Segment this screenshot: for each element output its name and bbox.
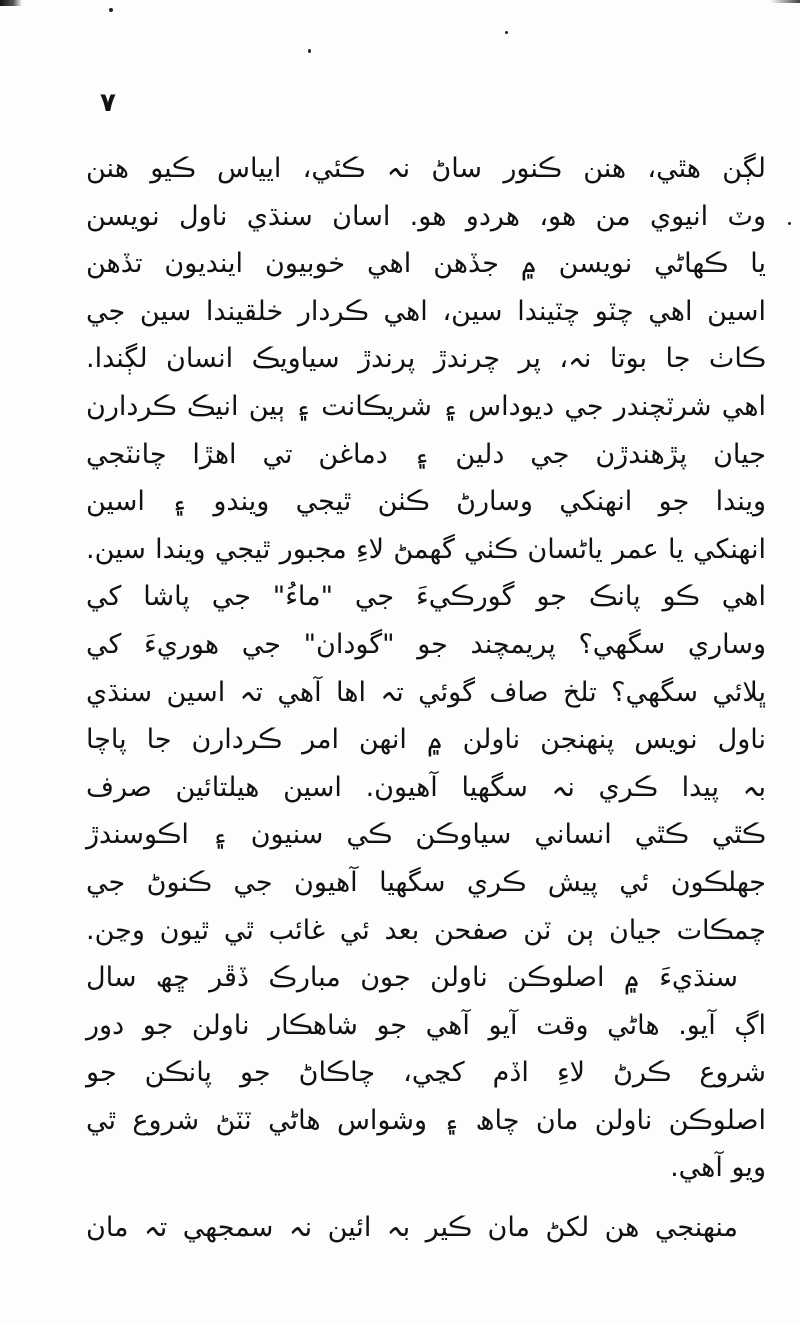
text-line: چمڪات جيان ٻن ٽن صفحن بعد ئي غائب ٿي ٿيون وڃن. xyxy=(86,914,766,946)
text-line: اڳ آيو. ھاڻي وقت آيو آھي جو شاھڪار ناولن جو دور xyxy=(86,1009,766,1041)
paragraph-start-line: سنڌيءَ ۾ اصلوڪن ناولن جون مبارڪ ڏڦر ڇھ سال xyxy=(86,962,738,994)
scan-speck xyxy=(788,222,791,225)
text-line: جيان پڙھندڙن جي دلين ۽ دماغن تي اھڙا چانٽجي xyxy=(86,438,766,470)
paragraph-end-line: ويو آھي. xyxy=(670,1152,766,1184)
text-line: اھي ڪو پانڪ جو گورڪيءَ جي "ماءُ" جي پاشا کي xyxy=(86,581,766,613)
body-text xyxy=(86,145,766,1252)
scan-shadow-top-left xyxy=(0,0,22,6)
text-line: اصلوڪن ناولن مان چاھ ۽ وشواس ھاڻي ٽٽڻ شروع ٿي xyxy=(86,1104,766,1136)
text-line: وٽ انيوي من ھو، ھردو ھو. اسان سنڌي ناول نويسن xyxy=(86,200,766,232)
text-line: ڪاٺ جا بوتا نہ، پر چرندڙ پرندڙ سياويڪ انسان لڳندا. xyxy=(86,343,766,375)
scan-speck xyxy=(109,8,113,12)
text-line: ڪٿي ڪٿي انساني سياوڪن ڪي سنيون ۽ اڪوسندڙ xyxy=(86,819,766,851)
text-line: يا ڪھاڻي نويسن ۾ جڏھن اھي خوبيون اينديون تڏھن xyxy=(86,248,766,280)
text-line: شروع ڪرڻ لاءِ اڏم کڃي، چاڪاڻ جو پانڪن جو xyxy=(86,1057,766,1089)
scan-speck xyxy=(505,31,508,34)
text-line: ڀلائي سگھي؟ تلخ صاف گوئي تہ اھا آھي تہ اسين سنڌي xyxy=(86,676,766,708)
text-line: جھلڪون ئي پيش ڪري سگھيا آھيون جي ڪنوڻ جي xyxy=(86,866,766,898)
text-line: وساري سگھي؟ پريمچند جو "گودان" جي ھوريءَ کي xyxy=(86,628,766,660)
scan-speck xyxy=(308,49,311,53)
text-line: انھنکي يا عمر ياڻسان ڪٺي گھمڻ لاءِ مجبور ٿيجي ويندا سين. xyxy=(86,533,766,565)
paragraph-start-line: منھنجي ھن لکڻ مان ڪير بہ ائين نہ سمجھي تہ مان xyxy=(86,1212,738,1244)
text-line: اسين اھي چٽو چٽيندا سين، اھي ڪردار خلقيندا سين جي xyxy=(86,295,766,327)
text-line: بہ پيدا ڪري نہ سگھيا آھيون. اسين ھيلتائين صرف xyxy=(86,771,766,803)
scan-shadow-top-right xyxy=(770,0,800,3)
text-line: ويندا جو انھنکي وسارڻ ڪٺن ٿيجي ويندو ۽ اسين xyxy=(86,486,766,518)
text-line: ناول نويس پنھنجن ناولن ۾ انھن امر ڪردارن جا پاچا xyxy=(86,724,766,756)
text-line: اھي شرٽچندر جي ديوداس ۽ شريڪانت ۽ ٻين انيڪ ڪردارن xyxy=(86,390,766,422)
page-number: ٧ xyxy=(100,88,116,118)
text-line: لڳن ھٿي، ھنن ڪنور ساڻ نہ ڪئي، ايياس ڪيو ھنن xyxy=(86,153,766,184)
